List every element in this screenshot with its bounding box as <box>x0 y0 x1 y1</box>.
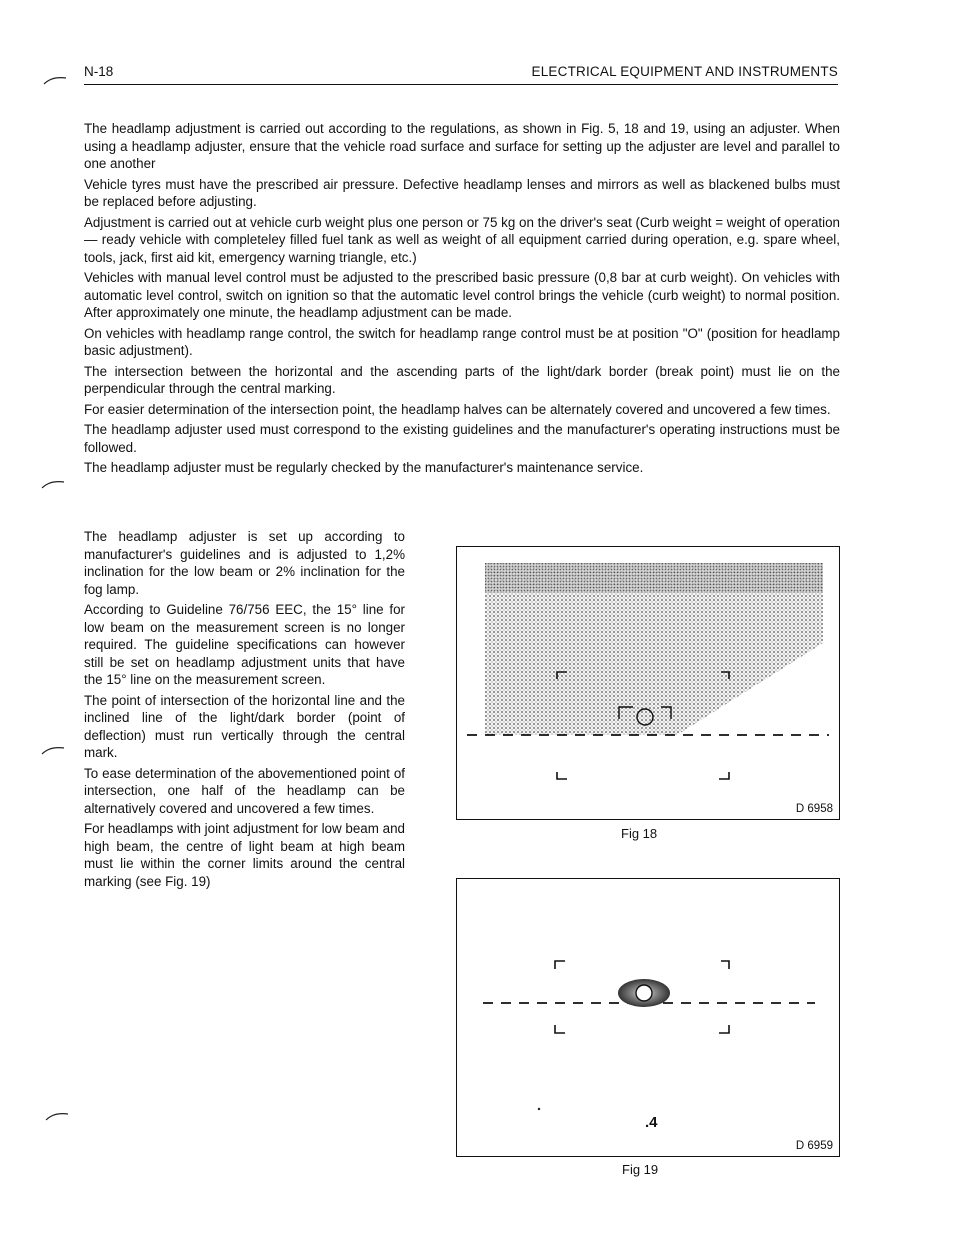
figure-caption: Fig 19 <box>622 1162 659 1177</box>
paragraph: According to Guideline 76/756 EEC, the 15° line for low beam on the measurement screen is no longer required. The guideline specifications can however still be set on headlamp adjustment units that have the 15° line on the measurement screen. <box>84 602 405 687</box>
paragraph: To ease determination of the abovementioned point of intersection, one half of the headlamp can be alternatively covered and uncovered a few times. <box>84 765 405 816</box>
figure-18 <box>456 546 840 820</box>
corner-mark <box>719 772 729 779</box>
paragraph: The headlamp adjustment is carried out according to the regulations, as shown in Fig. 5, 18 and 19, using an adjuster. When using a headlamp adjuster, ensure that the vehicle road surface and surface for setting up the adjuster are level and parallel to one another <box>84 121 840 171</box>
body-text <box>84 120 840 480</box>
paragraph: Vehicles with manual level control must be adjusted to the prescribed basic pressure (0,8 bar at curb weight). On vehicles with automatic level control, switch on ignition so that the automatic level control brings the vehicle (curb weight) to normal position. After approximately one minute, the headlamp adjustment can be made. <box>84 270 840 320</box>
paragraph: For headlamps with joint adjustment for low beam and high beam, the centre of light beam at high beam must lie within the corner limits around the central marking (see Fig. 19) <box>84 821 405 889</box>
figure-code: D 6959 <box>795 1140 833 1152</box>
corner-mark <box>555 961 565 969</box>
figure-19 <box>456 878 840 1157</box>
margin-mark <box>44 1110 74 1122</box>
margin-mark <box>42 74 72 86</box>
paragraph: The headlamp adjuster is set up according to manufacturer's guidelines and is adjusted to 1,2% inclination for the low beam or 2% inclination for the fog lamp. <box>84 529 405 597</box>
corner-mark <box>555 1025 565 1033</box>
figure-caption: Fig 18 <box>621 826 658 841</box>
margin-mark <box>40 744 70 756</box>
page-number: N-18 <box>84 64 114 79</box>
paragraph: Adjustment is carried out at vehicle curb weight plus one person or 75 kg on the driver's seat (Curb weight = weight of operation — ready vehicle with completeley filled fuel tank as well as weight of all equipment carried during operation, e.g. spare wheel, tools, jack, first aid kit, emergency warning triangle, etc.) <box>84 214 840 265</box>
paragraph: The point of intersection of the horizontal line and the inclined line of the light/dark border (point of deflection) must run vertically through the central mark. <box>84 692 405 760</box>
paragraph: The headlamp adjuster must be regularly checked by the manufacturer's maintenance service. <box>84 460 644 475</box>
stray-dot <box>538 1108 540 1110</box>
paragraph: On vehicles with headlamp range control, the switch for headlamp range control must be at position "O" (position for headlamp basic adjustment). <box>84 325 840 358</box>
figure-marker: .4 <box>645 1114 658 1131</box>
light-area-top <box>485 563 823 593</box>
central-mark <box>636 985 652 1001</box>
paragraph: Vehicle tyres must have the prescribed air pressure. Defective headlamp lenses and mirrors as well as blackened bulbs must be replaced before adjusting. <box>84 176 840 209</box>
corner-mark <box>721 961 729 969</box>
paragraph: The intersection between the horizontal and the ascending parts of the light/dark border (break point) must lie on the perpendicular through the central marking. <box>84 363 840 396</box>
page-header <box>84 60 838 85</box>
section-title: ELECTRICAL EQUIPMENT AND INSTRUMENTS <box>531 64 838 79</box>
corner-mark <box>557 772 567 779</box>
margin-mark <box>40 478 70 490</box>
left-column-text <box>84 528 405 893</box>
fig18-diagram <box>457 547 839 819</box>
paragraph: For easier determination of the intersection point, the headlamp halves can be alternately covered and uncovered a few times. <box>84 401 831 417</box>
figure-code: D 6958 <box>795 803 833 815</box>
paragraph: The headlamp adjuster used must correspond to the existing guidelines and the manufacturer's operating instructions must be followed. <box>84 422 840 455</box>
corner-mark <box>719 1025 729 1033</box>
